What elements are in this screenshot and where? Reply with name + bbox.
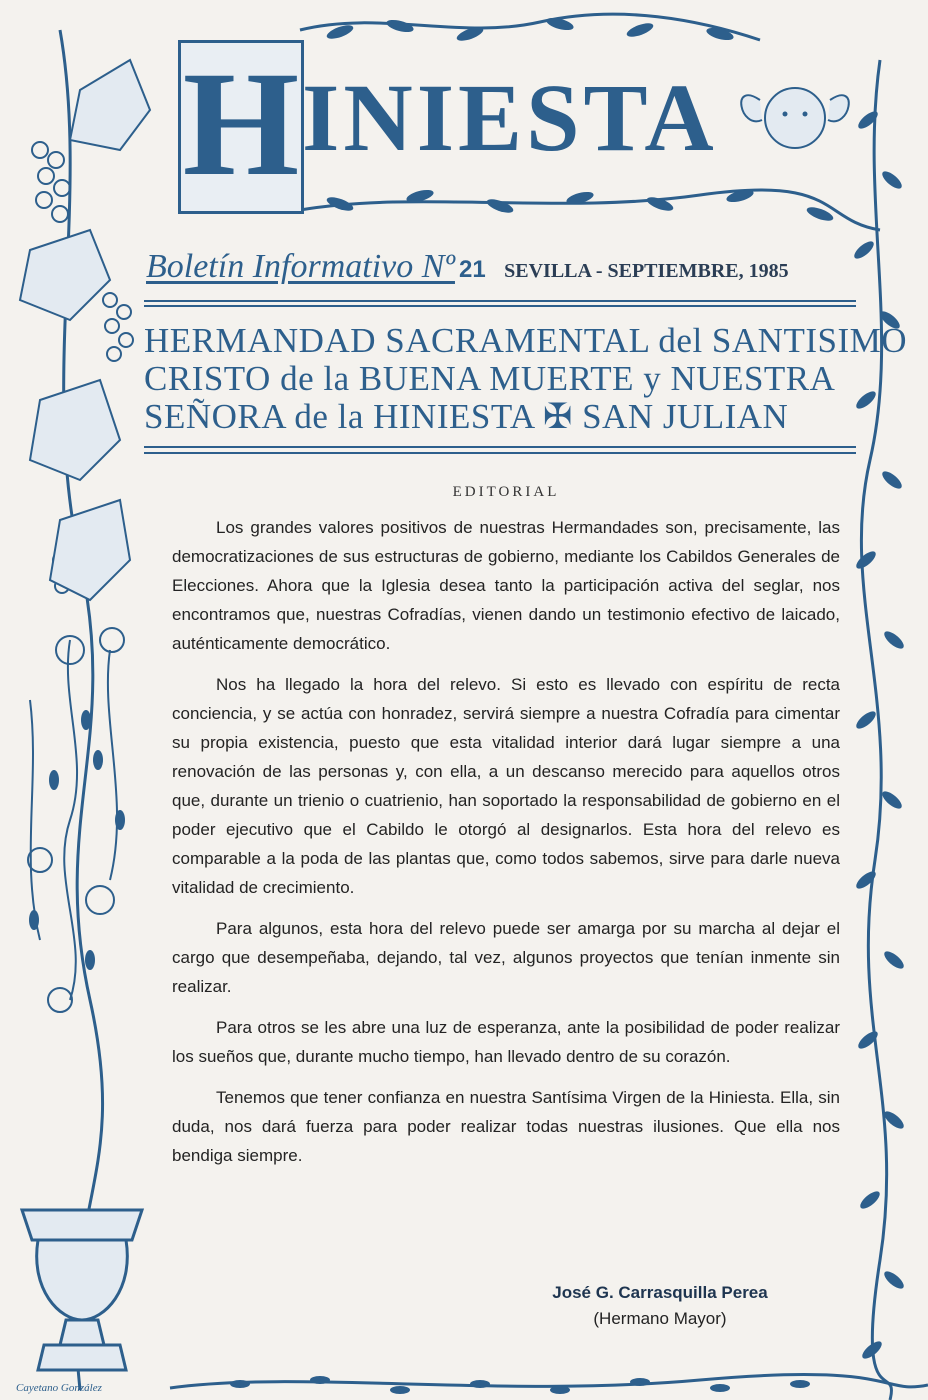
- editorial-paragraph: Tenemos que tener confianza en nuestra Santísima Virgen de la Hiniesta. Ella, sin duda, nos dará fuerza para poder realizar todas nuestras ilusiones. Que ella nos bendiga siempre.: [172, 1088, 840, 1165]
- bulletin-line: [146, 248, 846, 286]
- brotherhood-line-3: SEÑORA de la HINIESTA ✠ SAN JULIAN: [144, 397, 789, 436]
- artist-signature: Cayetano González: [16, 1382, 102, 1394]
- brotherhood-line-2: CRISTO de la BUENA MUERTE y NUESTRA: [144, 359, 836, 398]
- bulletin-label: Boletín Informativo Nº: [146, 248, 455, 285]
- masthead-initial-frame: [178, 40, 304, 214]
- editorial-paragraph: Para otros se les abre una luz de esperanza, ante la posibilidad de poder realizar los sueños que, durante mucho tiempo, han llevado dentro de su corazón.: [172, 1018, 840, 1066]
- editorial-paragraph: Nos ha llegado la hora del relevo. Si esto es llevado con espíritu de recta conciencia, y se actúa con honradez, servirá siempre a nuestra Cofradía para cimentar su propia existencia, puesto que esta vitalidad interior dará lugar siempre a una renovación de las personas y, con ella, a un descanso merecido para aquellos otros que, durante un trienio o cuatrienio, han soportado la responsabilidad de gobierno en el poder ejecutivo que el Cabildo le otorgó al designarlos. Esta hora del relevo es comparable a la poda de las plantas que, como todos sabemos, sirve para darle nueva vitalidad de crecimiento.: [172, 675, 840, 897]
- masthead-initial: H: [182, 41, 300, 207]
- bulletin-number: 21: [458, 256, 486, 283]
- brotherhood-name: [144, 321, 907, 436]
- divider-top-2: [144, 305, 856, 307]
- editorial-heading: EDITORIAL: [452, 484, 560, 500]
- editorial-section: [172, 484, 840, 1182]
- editorial-paragraph: Los grandes valores positivos de nuestras Hermandades son, precisamente, las democratizaciones de sus estructuras de gobierno, mediante los Cabildos Generales de Elecciones. Ahora que la Iglesia desea tanto la participación activa del seglar, nos encontramos que, nuestras Cofradías, vienen dando un testimonio efectivo de laicado, auténticamente democrático.: [172, 518, 840, 653]
- masthead-title: INIESTA: [302, 64, 718, 171]
- bulletin-place-date: SEVILLA - SEPTIEMBRE, 1985: [504, 260, 789, 282]
- signature-name: José G. Carrasquilla Perea: [552, 1283, 768, 1302]
- divider-bottom-2: [144, 452, 856, 454]
- divider-top: [144, 300, 856, 302]
- divider-bottom: [144, 446, 856, 448]
- signature-role: (Hermano Mayor): [593, 1309, 727, 1328]
- brotherhood-line-1: HERMANDAD SACRAMENTAL del SANTISIMO: [144, 321, 907, 360]
- editorial-paragraph: Para algunos, esta hora del relevo puede ser amarga por su marcha al dejar el cargo que desempeñaba, dejando, tal vez, algunos proyectos que tenían inmente sin realizar.: [172, 919, 840, 996]
- signature-block: [520, 1280, 800, 1332]
